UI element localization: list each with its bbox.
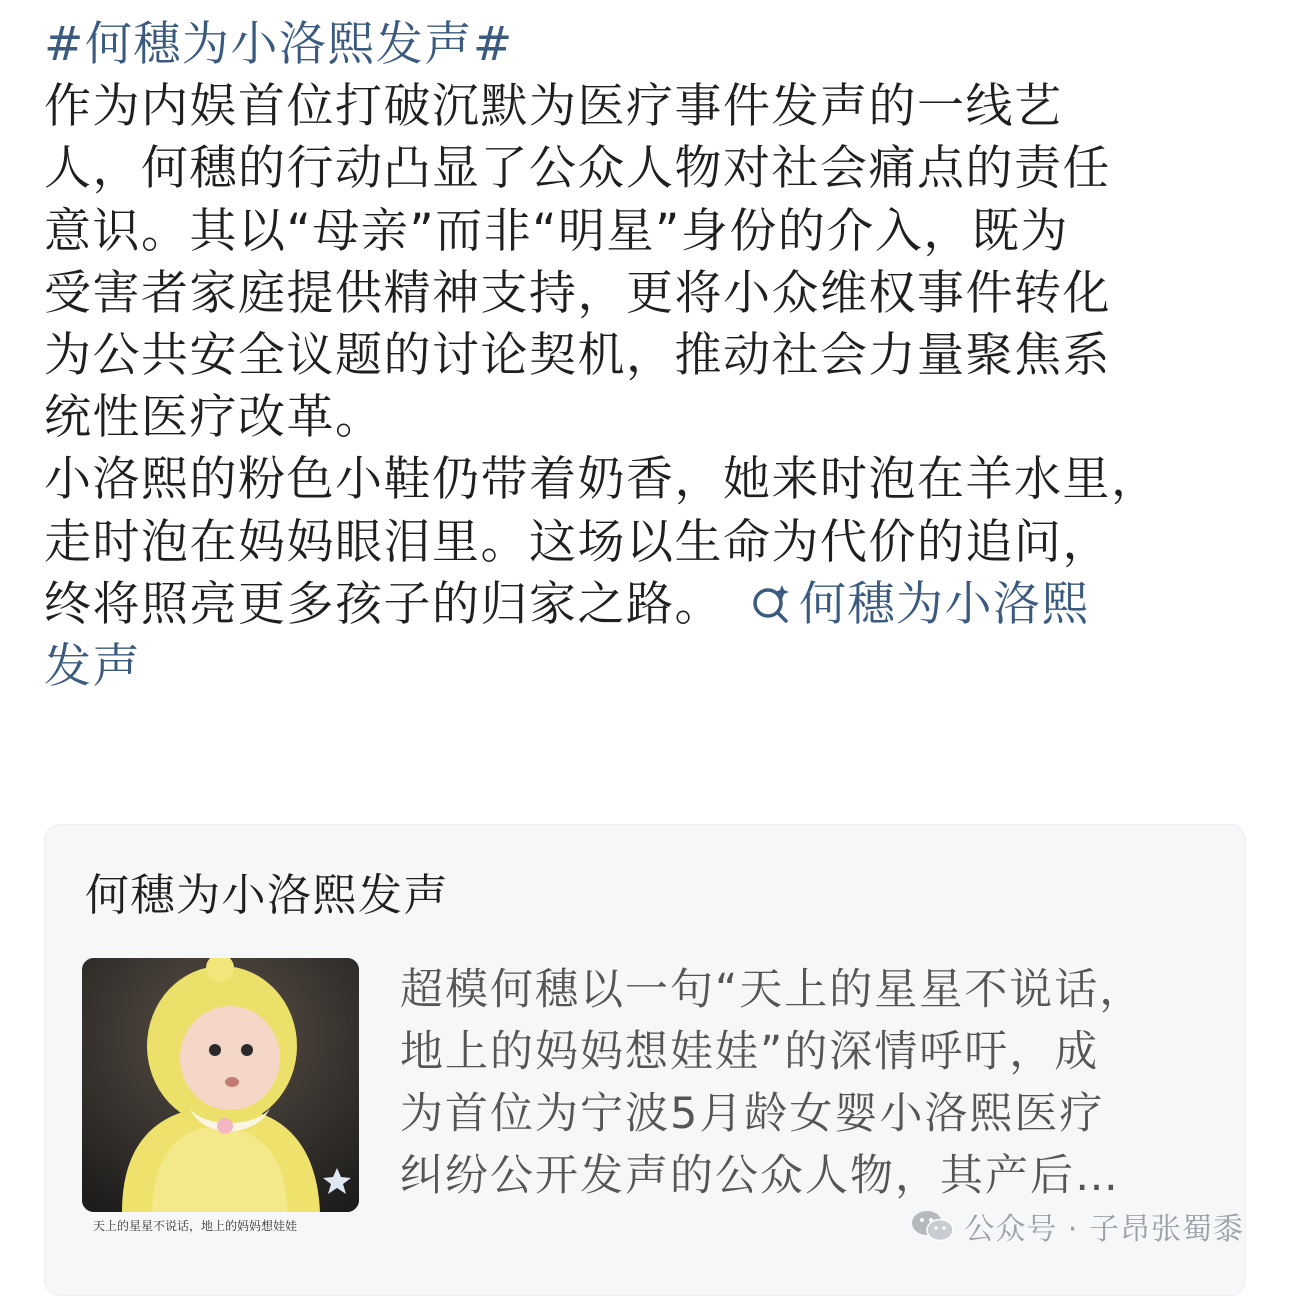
text-line: 意识。其以“母亲”而非“明星”身份的介入，既为 <box>44 203 1069 259</box>
search-icon <box>749 582 793 626</box>
summary-line: 为首位为宁波5月龄女婴小洛熙医疗 <box>400 1089 1105 1139</box>
hashtag-link[interactable]: #何穗为小洛熙发声# <box>44 17 514 72</box>
wechat-icon <box>910 1208 956 1244</box>
post-body <box>44 14 1249 698</box>
thumbnail-caption: 天上的星星不说话，地上的妈妈想娃娃 <box>93 1219 298 1233</box>
summary-line: 地上的妈妈想娃娃”的深情呼吁，成 <box>400 1027 1100 1077</box>
card-title: 何穗为小洛熙发声 <box>85 870 449 921</box>
card-summary <box>400 959 1220 1207</box>
text-line: 为公共安全议题的讨论契机，推动社会力量聚焦系 <box>44 328 1111 384</box>
watermark <box>910 1204 1244 1248</box>
text-line: 走时泡在妈妈眼泪里。这场以生命为代价的追问， <box>44 514 1111 570</box>
summary-line: 超模何穗以一句“天上的星星不说话， <box>400 965 1145 1015</box>
text-line: 小洛熙的粉色小鞋仍带着奶香，她来时泡在羊水里， <box>44 452 1160 508</box>
text-line: 统性医疗改革。 <box>44 390 384 446</box>
search-link-label: 发声 <box>44 639 141 695</box>
thumbnail-image <box>82 958 359 1212</box>
summary-line: 纠纷公开发声的公众人物，其产后… <box>400 1151 1120 1201</box>
text-line: 受害者家庭提供精神支持，更将小众维权事件转化 <box>44 265 1111 321</box>
post-paragraph-2 <box>44 449 1249 698</box>
watermark-text: 公众号 · 子昂张蜀黍 <box>964 1212 1244 1247</box>
search-link-label: 何穗为小洛熙 <box>799 576 1090 632</box>
post-paragraph-1 <box>44 76 1249 449</box>
text-line: 终将照亮更多孩子的归家之路。 <box>44 576 723 632</box>
text-line: 作为内娱首位打破沉默为医疗事件发声的一线艺 <box>44 79 1063 135</box>
text-line: 人，何穗的行动凸显了公众人物对社会痛点的责任 <box>44 141 1111 197</box>
